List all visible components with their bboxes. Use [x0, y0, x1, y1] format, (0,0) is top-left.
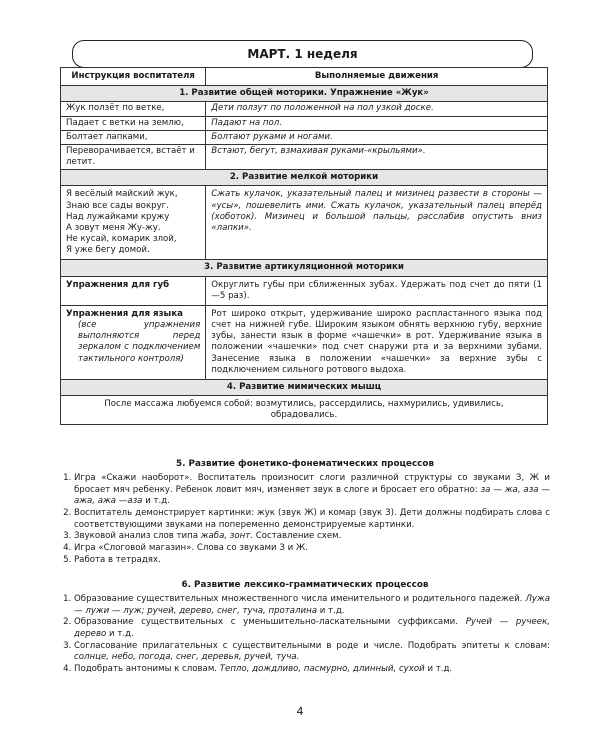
page-title: МАРТ. 1 неделя — [72, 40, 533, 68]
movement-cell: Дети ползут по положенной на пол узкой доске. — [206, 102, 548, 116]
section-5-heading: 5. Развитие фонетико-фонематических процессов — [175, 459, 435, 469]
table-row — [61, 396, 548, 425]
list-item: 2. Воспитатель демонстрирует картинки: жук (звук Ж) и комар (звук З). Дети должны подбирать слова с соответствующими звуками на попеременно демонстрируемые картинки. — [74, 508, 550, 531]
list-item: 3. Согласование прилагательных с существительными в роде и числе. Подобрать эпитеты к словам: солнце, небо, погода, снег, деревья, ручей, туча. — [74, 641, 550, 664]
tongue-exercise-note: (все упражнения выполняются перед зеркалом с подключением тактильного контроля) — [78, 320, 201, 364]
instruction-cell: Падает с ветки на землю, — [61, 116, 206, 130]
section-6-list — [60, 594, 550, 676]
table-row — [61, 276, 548, 305]
table-row — [61, 130, 548, 144]
instruction-cell: Переворачивается, встаёт и летит. — [61, 144, 206, 169]
list-item: 1. Игра «Скажи наоборот». Воспитатель произносит слоги различной структуры со звуками З, Ж и бросает мяч ребенку. Ребенок ловит мяч, изменяет звук в слоге и бросает его обратно: за — жа, аза — ажа, ажа —аза и т.д. — [74, 473, 550, 508]
movement-cell: Встают, бегут, взмахивая руками-«крыльями». — [206, 144, 548, 169]
table-row — [61, 186, 548, 260]
poem-line: Я весёлый майский жук, — [66, 189, 178, 200]
tongue-exercise-label: Упражнения для языка — [66, 308, 183, 319]
list-item: 2. Образование существительных с уменьшительно-ласкательными суффиксами. Ручей — ручеек, дерево и т.д. — [74, 617, 550, 640]
poem-line: Знаю все сады вокруг. — [66, 200, 169, 211]
lips-exercise-label: Упражнения для губ — [61, 276, 206, 305]
section-heading — [61, 170, 548, 186]
table-header-row — [61, 68, 548, 86]
poem-cell — [61, 186, 206, 260]
section-1-heading: 1. Развитие общей моторики. Упражнение «Жук» — [61, 86, 548, 102]
section-5 — [60, 459, 550, 566]
section-4-heading: 4. Развитие мимических мышц — [61, 379, 548, 395]
exercise-table — [60, 67, 548, 425]
table-row — [61, 102, 548, 116]
section-3-heading: 3. Развитие артикуляционной моторики — [61, 260, 548, 276]
movement-cell: Болтают руками и ногами. — [206, 130, 548, 144]
section-6-heading: 6. Развитие лексико-грамматических процессов — [181, 580, 429, 590]
lips-exercise-text: Округлить губы при сближенных зубах. Удержать под счет до пяти (1—5 раз). — [206, 276, 548, 305]
instruction-cell: Болтает лапками, — [61, 130, 206, 144]
list-item: 3. Звуковой анализ слов типа жаба, зонт. Составление схем. — [74, 531, 550, 543]
poem-line: Над лужайками кружу — [66, 211, 170, 222]
poem-line: Я уже бегу домой. — [66, 245, 150, 256]
list-item: 4. Игра «Слоговой магазин». Слова со звуками З и Ж. — [74, 543, 550, 555]
table-row — [61, 305, 548, 379]
facial-muscles-text: После массажа любуемся собой: возмутились, рассердились, нахмурились, удивились, обрадовались. — [61, 396, 548, 425]
instruction-cell: Жук ползёт по ветке, — [61, 102, 206, 116]
header-instruction: Инструкция воспитателя — [61, 68, 206, 86]
list-item: 5. Работа в тетрадях. — [74, 555, 550, 567]
section-heading — [61, 379, 548, 395]
table-row — [61, 116, 548, 130]
poem-line: Не кусай, комарик злой, — [66, 234, 177, 245]
section-2-heading: 2. Развитие мелкой моторики — [61, 170, 548, 186]
fine-motor-movements: Сжать кулачок, указательный палец и мизинец развести в стороны — «усы», пошевелить ими. Сжать кулачок, указательный палец вперёд (хоботок). Мизинец и большой пальцы, расслабив опустить вниз «лапки». — [206, 186, 548, 260]
section-6 — [60, 580, 550, 676]
poem-line: А зовут меня Жу-жу. — [66, 222, 161, 233]
tongue-exercise-cell — [61, 305, 206, 379]
page-number: 4 — [296, 705, 304, 718]
section-heading — [61, 260, 548, 276]
tongue-exercise-text: Рот широко открыт, удерживание широко распластанного языка под счет на нижней губе. Широким языком обнять верхнюю губу, верхние зубы, занести язык в форме «чашечки» в рот. Удерживание языка в положении «чашечки» под счет снаружи рта и за верхними зубами. Занесение языка в положении «чашечки» за верхние зубы с подключением сильного ротового выдоха. — [206, 305, 548, 379]
list-item: 4. Подобрать антонимы к словам. Тепло, дождливо, пасмурно, длинный, сухой и т.д. — [74, 664, 550, 676]
header-movements: Выполняемые движения — [206, 68, 548, 86]
list-item: 1. Образование существительных множественного числа именительного и родительного падежей. Лужа — лужи — луж; ручей, дерево, снег, туча, проталина и т.д. — [74, 594, 550, 617]
table-row — [61, 144, 548, 169]
movement-cell: Падают на пол. — [206, 116, 548, 130]
section-5-list — [60, 473, 550, 567]
section-heading — [61, 86, 548, 102]
